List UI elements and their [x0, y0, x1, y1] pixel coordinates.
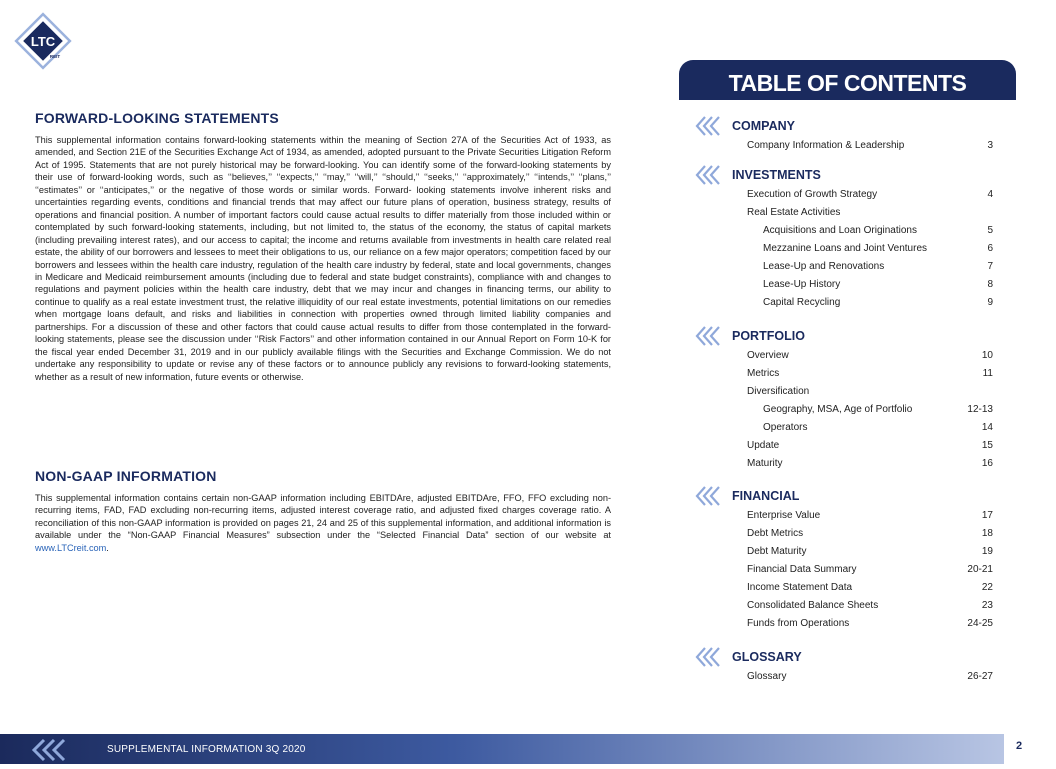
toc-item[interactable] — [747, 385, 993, 399]
toc-item-label: Lease-Up and Renovations — [763, 261, 885, 272]
footer-text: SUPPLEMENTAL INFORMATION 3Q 2020 — [107, 744, 306, 755]
website-link[interactable]: www.LTCreit.com — [35, 542, 107, 553]
toc-item[interactable] — [747, 349, 993, 363]
toc-item[interactable] — [747, 617, 993, 631]
toc-item-label: Company Information & Leadership — [747, 140, 905, 151]
chevron-left-icon — [695, 326, 721, 346]
toc-item[interactable] — [763, 421, 993, 435]
toc-item-label: Maturity — [747, 458, 783, 469]
toc-item-label: Acquisitions and Loan Originations — [763, 225, 917, 236]
forward-looking-heading: FORWARD-LOOKING STATEMENTS — [35, 110, 279, 126]
toc-item-page: 20-21 — [967, 564, 993, 575]
toc-item-label: Financial Data Summary — [747, 564, 857, 575]
toc-item-label: Debt Metrics — [747, 528, 804, 539]
non-gaap-body — [35, 492, 611, 554]
toc-item-page: 12-13 — [967, 404, 993, 415]
chevron-left-icon — [695, 486, 721, 506]
toc-item-label: Overview — [747, 350, 789, 361]
toc-item[interactable] — [747, 545, 993, 559]
non-gaap-section — [35, 468, 611, 554]
toc-item-label: Metrics — [747, 368, 780, 379]
toc-item-label: Lease-Up History — [763, 279, 841, 290]
toc-section-title: INVESTMENTS — [732, 168, 821, 182]
toc-item-page: 26-27 — [967, 671, 993, 682]
toc-item-page: 16 — [981, 458, 993, 469]
toc-item-label: Glossary — [747, 671, 787, 682]
toc-item[interactable] — [763, 296, 993, 310]
toc-item[interactable] — [747, 581, 993, 595]
toc-item-label: Capital Recycling — [763, 297, 841, 308]
toc-banner — [679, 60, 1016, 100]
toc-item-label: Operators — [763, 422, 808, 433]
toc-section-financial — [695, 489, 995, 629]
toc-item-label: Mezzanine Loans and Joint Ventures — [763, 243, 927, 254]
toc-section-header — [695, 650, 995, 666]
ltc-logo — [14, 12, 72, 70]
toc-item-label: Enterprise Value — [747, 510, 821, 521]
logo-text: LTC — [30, 34, 56, 49]
toc-item[interactable] — [747, 670, 993, 684]
non-gaap-body-text: This supplemental information contains certain non-GAAP information including EBITDAre, adjusted EBITDAre, FFO, FFO excluding non-recurring items, FAD, FAD excluding non-recurring items, adjusted interest coverage ratio, and adjusted fixed charges coverage ratio. A reconciliation of this non-GAAP information is provided on pages 21, 24 and 25 of this supplemental information, and additional information is available under the “Non-GAAP Financial Measures” subsection under the “Selected Financial Data” section of our website at — [35, 493, 611, 541]
toc-item-label: Execution of Growth Strategy — [747, 189, 878, 200]
toc-item-page: 19 — [981, 546, 993, 557]
toc-item[interactable] — [747, 527, 993, 541]
chevron-left-icon — [28, 738, 72, 762]
toc-item-page: 17 — [981, 510, 993, 521]
toc-section-title: COMPANY — [732, 119, 795, 133]
toc-section-company — [695, 119, 995, 151]
toc-item-page: 10 — [981, 350, 993, 361]
toc-item[interactable] — [747, 139, 993, 153]
toc-item[interactable] — [763, 278, 993, 292]
toc-item-label: Income Statement Data — [747, 582, 853, 593]
toc-section-header — [695, 329, 995, 345]
toc-item-page: 22 — [981, 582, 993, 593]
page-number-tab — [1004, 734, 1044, 764]
toc-item[interactable] — [747, 457, 993, 471]
toc-item-page: 8 — [987, 279, 993, 290]
forward-looking-body: This supplemental information contains forward-looking statements within the meaning of Section 27A of the Securities Act of 1933, as amended, and Section 21E of the Securities Exchange Act of 1934, as amended, adopted pursuant to the Private Securities Litigation Reform Act of 1995. Statements that are not purely historical may be forward-looking. You can identify some of the forward-looking statements by their use of forward-looking words, such as ‘‘believes,’’ ‘‘expects,’’ ‘‘may,’’ ‘‘will,’’ ‘‘should,’’ ‘‘seeks,’’ ‘‘approximately,’’ ‘‘intends,’’ ‘‘plans,’’ ‘‘estimates’’ or ‘‘anticipates,’’ or the negative of those words or similar words. Forward- looking statements involve inherent risks and uncertainties regarding events, conditions and financial trends that may affect our future plans of operation, business strategy, results of operations and financial position. A number of important factors could cause actual results to differ materially from those included within or contemplated by such forward-looking statements, including, but not limited to, the status of the economy, the status of capital markets (including prevailing interest rates), and our access to capital; the income and returns available from investments in health care related real estate, the ability of our borrowers and lessees to meet their obligations to us, our reliance on a few major operators; competition faced by our borrowers and lessees within the health care industry, regulation of the health care industry by federal, state and local governments, changes in Medicare and Medicaid reimbursement amounts (including due to federal and state budget constraints), compliance with and changes to regulations and payment policies within the health care industry, debt that we may incur and changes in financing terms, our ability to continue to qualify as a real estate investment trust, the relative illiquidity of our real estate investments, potential limitations on our remedies when mortgage loans default, and risks and liabilities in connection with properties owned through limited liability companies and partnerships. For a discussion of these and other factors that could cause actual results to differ from those contemplated in the forward-looking statements, please see the discussion under ‘‘Risk Factors’’ and other information contained in our Annual Report on Form 10-K for the fiscal year ended December 31, 2019 and in our publicly available filings with the Securities and Exchange Commission. We do not undertake any responsibility to update or revise any of these factors or to announce publicly any revisions to forward-looking statements, whether as a result of new information, future events or otherwise. — [35, 135, 611, 382]
toc-item[interactable] — [747, 206, 993, 220]
toc-section-title: FINANCIAL — [732, 489, 800, 503]
toc-item[interactable] — [747, 439, 993, 453]
toc-item[interactable] — [763, 242, 993, 256]
toc-item-label: Update — [747, 440, 780, 451]
toc-item[interactable] — [747, 367, 993, 381]
non-gaap-heading: NON-GAAP INFORMATION — [35, 468, 217, 484]
non-gaap-body-end: . — [106, 542, 109, 553]
toc-item-page: 9 — [987, 297, 993, 308]
toc-item-label: Funds from Operations — [747, 618, 850, 629]
toc-item-label: Diversification — [747, 386, 810, 397]
toc-section-header — [695, 489, 995, 505]
chevron-left-icon — [695, 116, 721, 136]
toc-item-page: 11 — [982, 368, 993, 379]
forward-looking-section — [35, 110, 611, 383]
toc-item-page: 7 — [987, 261, 993, 272]
toc-section-investments — [695, 168, 995, 308]
toc-item-label: Consolidated Balance Sheets — [747, 600, 879, 611]
toc-item[interactable] — [763, 224, 993, 238]
toc-item[interactable] — [763, 260, 993, 274]
toc-item[interactable] — [747, 188, 993, 202]
logo-subtext: REIT — [49, 54, 61, 59]
toc-item[interactable] — [747, 599, 993, 613]
toc-item-page: 24-25 — [967, 618, 993, 629]
toc-item-page: 23 — [981, 600, 993, 611]
toc-item-page: 4 — [987, 189, 993, 200]
toc-section-title: GLOSSARY — [732, 650, 802, 664]
toc-section-title: PORTFOLIO — [732, 329, 805, 343]
toc-item[interactable] — [747, 509, 993, 523]
toc-item[interactable] — [763, 403, 993, 417]
toc-item-page: 6 — [987, 243, 993, 254]
toc-item-page: 3 — [987, 140, 993, 151]
toc-item-page: 18 — [981, 528, 993, 539]
toc-item-page: 14 — [981, 422, 993, 433]
toc-item-label: Geography, MSA, Age of Portfolio — [763, 404, 913, 415]
chevron-left-icon — [695, 165, 721, 185]
toc-section-glossary — [695, 650, 995, 682]
toc-item-label: Real Estate Activities — [747, 207, 841, 218]
chevron-left-icon — [695, 647, 721, 667]
toc-item[interactable] — [747, 563, 993, 577]
toc-section-portfolio — [695, 329, 995, 469]
toc-item-page: 15 — [981, 440, 993, 451]
toc-section-header — [695, 119, 995, 135]
toc-item-label: Debt Maturity — [747, 546, 807, 557]
page-number: 2 — [1015, 740, 1023, 752]
toc-title: TABLE OF CONTENTS — [728, 70, 967, 96]
toc-item-page: 5 — [987, 225, 993, 236]
toc-section-header — [695, 168, 995, 184]
